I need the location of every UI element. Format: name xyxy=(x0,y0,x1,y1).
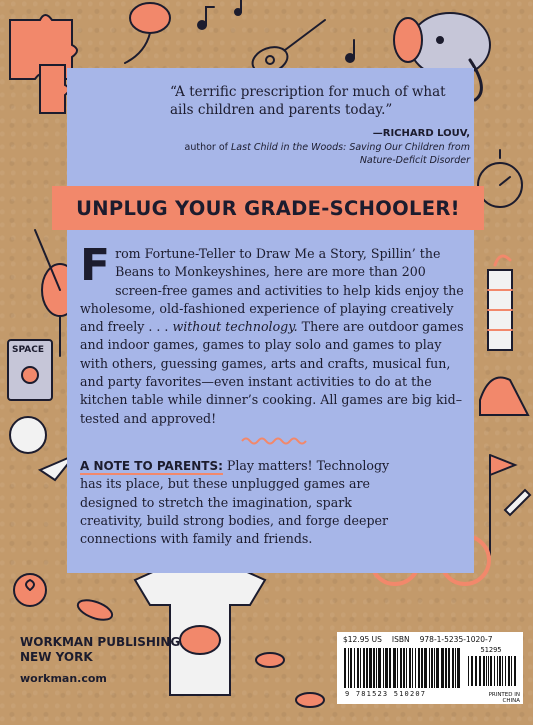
barcode-header xyxy=(343,635,519,644)
description xyxy=(80,240,464,428)
description-italic: without technology. xyxy=(172,319,298,335)
barcode-digits: 9 781523 510207 xyxy=(345,690,427,698)
isbn: 978-1-5235-1020-7 xyxy=(419,635,493,644)
note-label: A NOTE TO PARENTS: xyxy=(80,459,223,473)
wavy-divider xyxy=(240,436,310,446)
tower-icon xyxy=(488,256,512,350)
music-note-icon xyxy=(198,0,354,62)
tshirt-icon xyxy=(135,562,265,695)
drop-cap: F xyxy=(80,240,111,291)
barcode-icon xyxy=(342,648,518,690)
review-quote xyxy=(170,83,460,119)
description-text-1: rom Fortune-Teller to Draw Me a Story, Spillin’ the Beans to Monkeyshines, here are more than 200 screen-free games and activities to help kids enjoy the wholesome, old-fashioned experience of playing creatively and freely . . . xyxy=(80,246,464,335)
printed-in: PRINTED IN CHINA xyxy=(488,692,520,704)
price: $12.95 US xyxy=(343,635,382,644)
quote-author-note xyxy=(150,141,470,168)
book-title: Last Child in the Woods: Saving Our Children from Nature-Deficit Disorder xyxy=(231,141,470,166)
ball-icon xyxy=(130,3,170,33)
stopwatch-icon xyxy=(478,150,522,207)
note-to-parents xyxy=(80,457,400,548)
soccer-ball-icon xyxy=(10,417,46,453)
sneaker-icon xyxy=(480,378,528,416)
snail-icon xyxy=(14,574,46,606)
author-note-prefix: author of xyxy=(184,141,232,153)
quote-text: “A terrific prescription for much of what ails children and parents today.” xyxy=(170,84,446,118)
barcode-box xyxy=(337,632,523,704)
headline: UNPLUG YOUR GRADE-SCHOOLER! xyxy=(76,196,460,220)
publisher-name: WORKMAN PUBLISHING xyxy=(20,635,181,649)
headline-banner xyxy=(52,186,484,230)
price-code: 51295 xyxy=(480,646,502,654)
svg-text:SPACE: SPACE xyxy=(12,345,44,355)
note-text: Play matters! Technology has its place, but these unplugged games are designed to stretch the imagination, spark creativity, build strong bodies, and forge deeper connections with family and friends. xyxy=(80,458,390,547)
quote-attribution xyxy=(150,127,470,168)
isbn-label: ISBN xyxy=(391,635,410,644)
quote-author: —RICHARD LOUV, xyxy=(372,128,470,139)
publisher-website: workman.com xyxy=(20,672,107,685)
description-text-2: There are outdoor games and indoor games, games to play solo and games to play with others, guessing games, arts and crafts, musical fun, and party favorites—even instant activities to do at the kitchen table while dinner’s cooking. All games are big kid–tested and approved! xyxy=(80,319,464,426)
pencil-icon xyxy=(505,490,530,515)
publisher-city: NEW YORK xyxy=(20,650,93,664)
publisher-block xyxy=(20,635,180,665)
